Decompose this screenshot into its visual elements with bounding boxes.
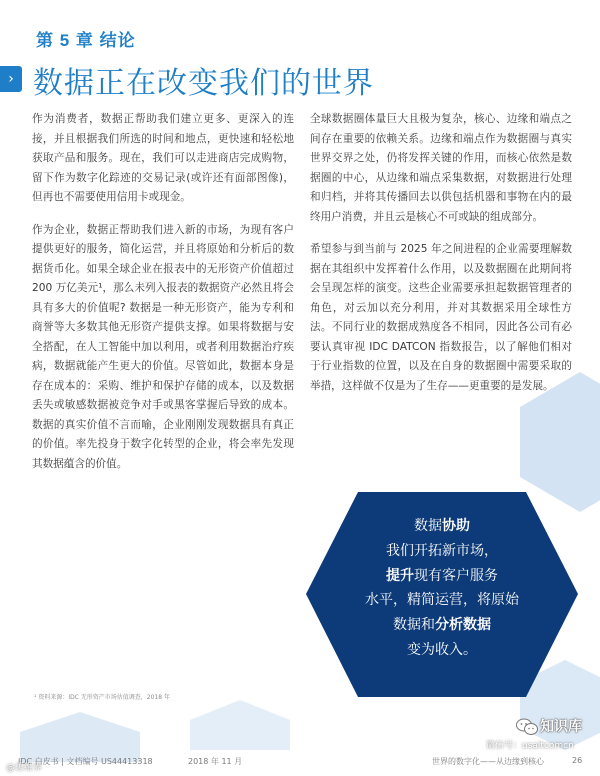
callout-text-part: 数据	[414, 518, 442, 534]
callout-emphasis: 提升	[386, 567, 414, 584]
footer-section-title: 世界的数字化——从边缘到核心	[432, 757, 544, 766]
callout-text-part: 数据和	[393, 617, 435, 634]
callout-emphasis: 分析数据	[435, 617, 491, 634]
callout-line: 变为收入。	[407, 641, 477, 658]
decorative-hexagon	[520, 372, 600, 512]
callout-text	[306, 514, 578, 663]
body-column-right	[310, 110, 572, 409]
footer-doc-info: IDC 白皮书 | 文档编号 US44413318	[18, 757, 153, 766]
body-column-left	[32, 110, 294, 487]
decorative-hexagon	[190, 700, 290, 750]
page-number: 26	[572, 756, 583, 765]
body-paragraph: 希望参与到当前与 2025 年之间进程的企业需要理解数据在其组织中发挥着什么作用，以及数据圈在此期间将会呈现怎样的演变。这些企业需要承担起数据管理者的角色，对云加以充分利用，并对其数据采用全球性方法。不同行业的数据成熟度各不相同，因此各公司有必要认真审视 IDC DATCON 指数报告，以了解他们相对于行业指数的位置，以及在自身的数据圈中需要采取的举措，这样做不仅是为了生存——更重要的是发展。	[310, 243, 572, 392]
page-footer	[0, 752, 600, 776]
chapter-label: 第 5 章 结论	[36, 31, 136, 50]
body-paragraph: 作为消费者，数据正帮助我们建立更多、更深入的连接，并且根据我们所选的时间和地点，更快速和轻松地获取产品和服务。现在，我们可以走进商店完成购物，留下作为数字化踪迹的交易记录(或许还有面部图像)，但再也不需要使用信用卡或现金。	[32, 113, 294, 203]
callout-text-part: 现有客户服务	[414, 567, 498, 584]
page-title: 数据正在改变我们的世界	[33, 66, 374, 101]
footnote: ¹ 资料来源：IDC 无形资产市场估值调查，2018 年	[34, 694, 170, 701]
callout-emphasis: 协助	[442, 518, 470, 534]
body-paragraph: 作为企业，数据正帮助我们进入新的市场，为现有客户提供更好的服务，简化运营，并且将原始和分析后的数据货币化。如果全球企业在报表中的无形资产价值超过 200 万亿美元¹，那么未列入报表的数据资产必然且将会具有多大的价值呢? 数据是一种无形资产，能为专利和商誉等大多数其他无形资产提供支撑。如果将数据与安全搭配，在人工智能中加以利用，或者利用数据治疗疾病，数据就能产生更大的价值。尽管如此，数据本身是存在成本的：采购、维护和保护存储的成本，以及数据丢失或敏感数据被竞争对手或黑客掌握后导致的成本。数据的真实价值不言而喻，企业刚刚发现数据具有真正的价值。率先投身于数字化转型的企业，将会率先发现其数据蕴含的价值。	[32, 223, 294, 470]
chevron-right-icon: ›	[0, 66, 22, 92]
watermark-source: @思维界	[6, 763, 43, 773]
callout-line: 我们开拓新市场，	[386, 542, 498, 559]
callout-line: 水平，精简运营，将原始	[365, 592, 519, 609]
footer-date: 2018 年 11 月	[188, 757, 243, 766]
body-paragraph: 全球数据圈体量巨大且极为复杂，核心、边缘和端点之间存在重要的依赖关系。边缘和端点作为数据圈与真实世界交界之处，仍将发挥关键的作用，而核心依然是数据圈的中心，从边缘和端点采集数据，对数据进行处理和归档，并将其传播回去以供包括机器和事物在内的最终用户消费，并且云是核心不可或缺的组成部分。	[310, 113, 572, 223]
watermark-name: 知识库	[540, 719, 582, 735]
watermark-id: 微信号：usaitcomcn	[486, 741, 574, 751]
wechat-icon	[516, 718, 538, 736]
